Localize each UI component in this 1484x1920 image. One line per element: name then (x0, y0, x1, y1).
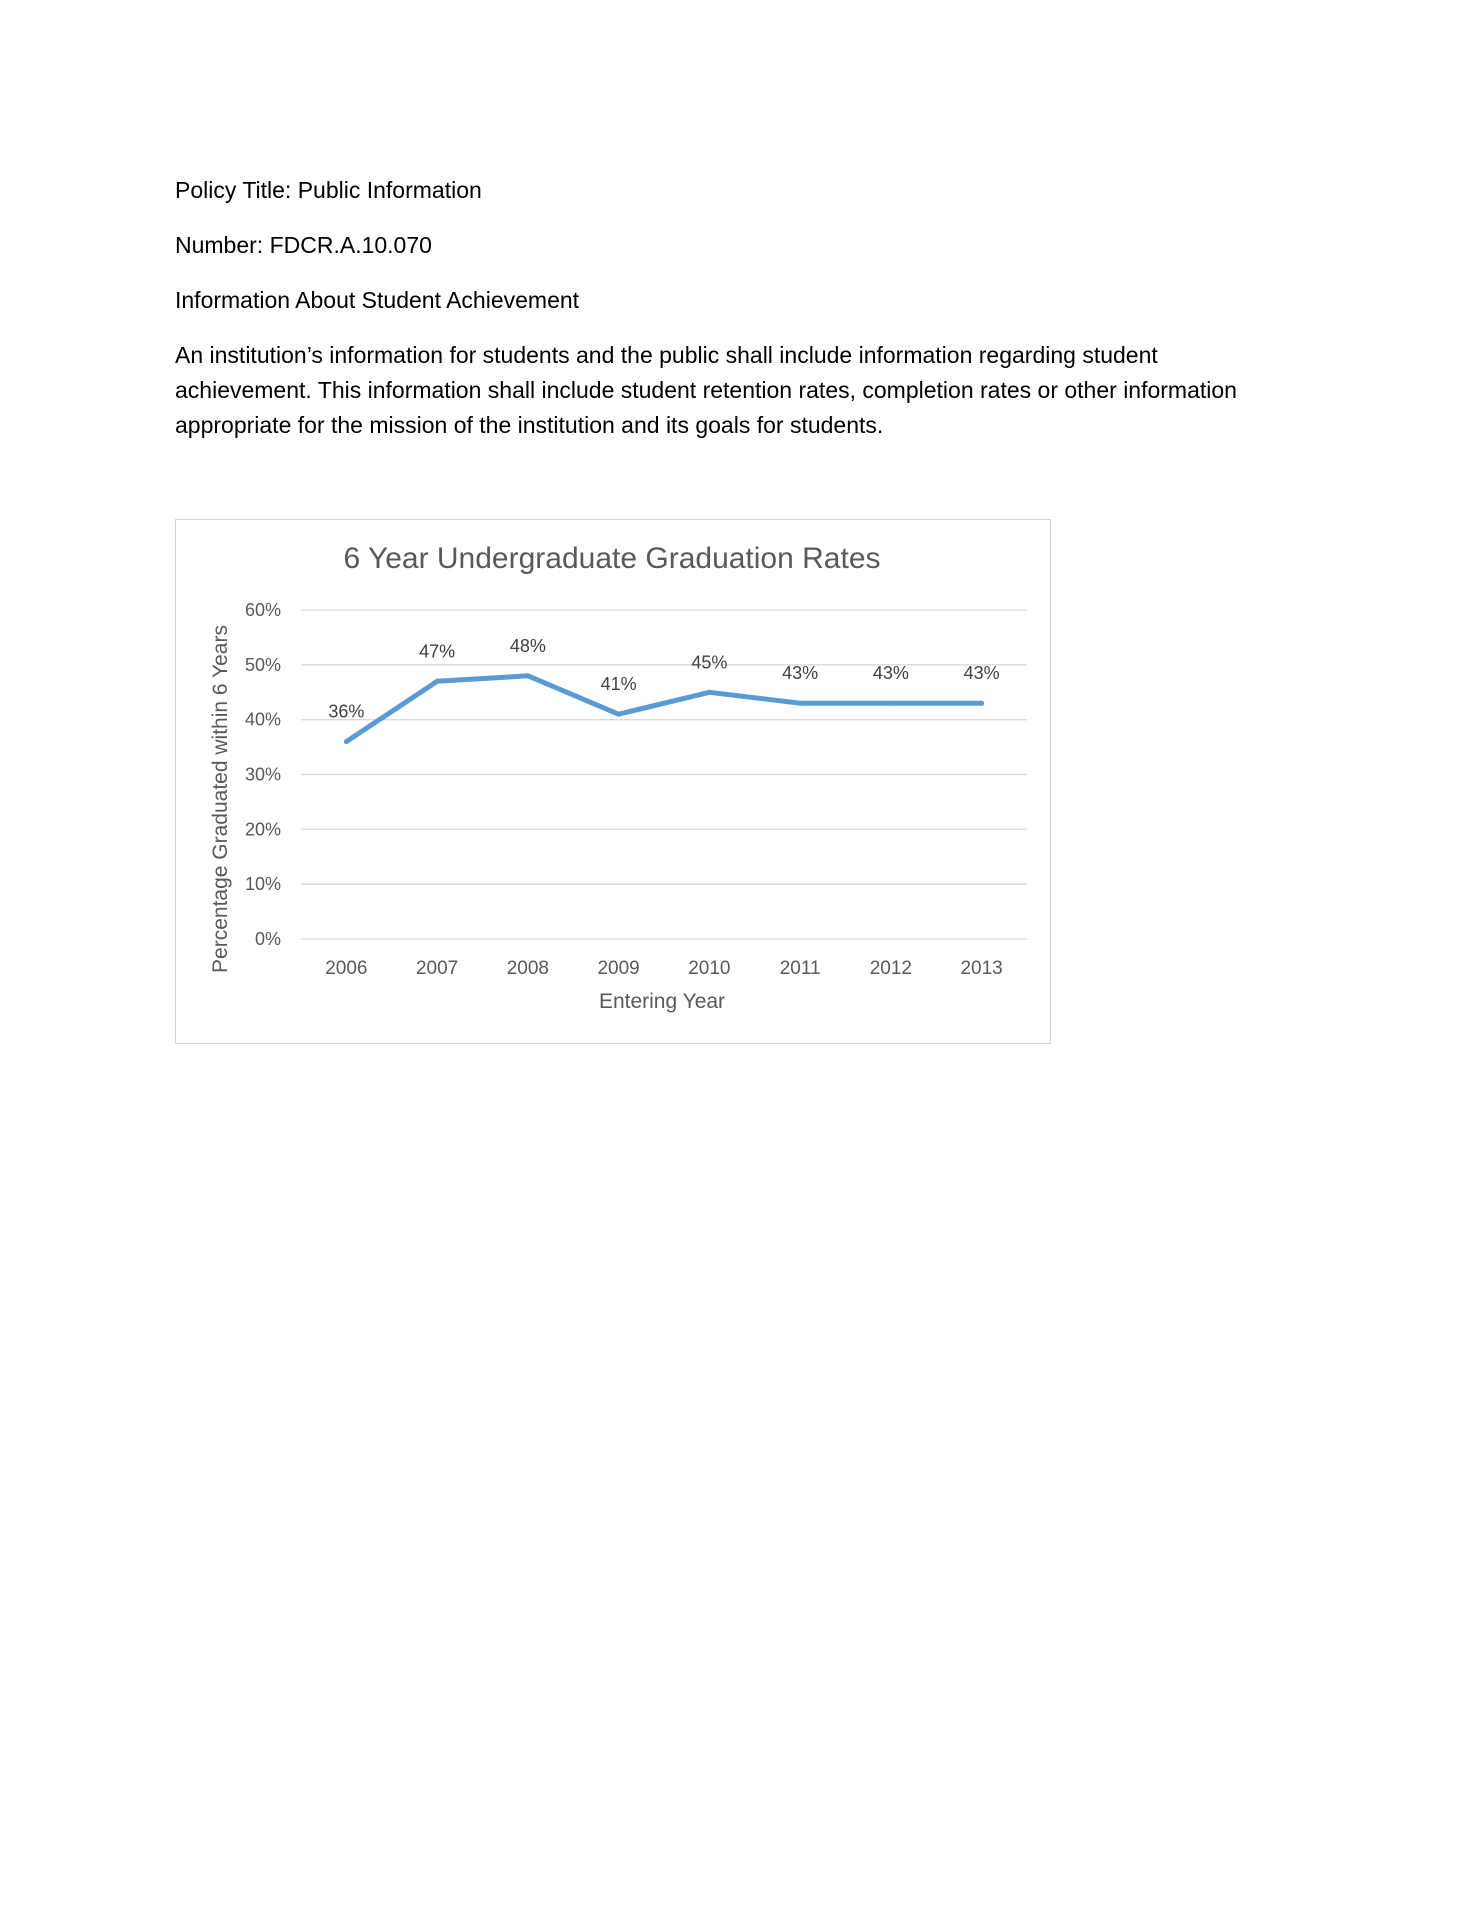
y-tick-label: 20% (244, 819, 281, 840)
data-label: 48% (509, 635, 546, 656)
data-point (798, 701, 803, 706)
y-tick-label: 30% (244, 764, 281, 785)
x-tick-label: 2007 (415, 958, 459, 979)
data-point (344, 739, 349, 744)
gridlines (301, 610, 1027, 939)
data-label: 45% (691, 652, 728, 673)
data-label: 47% (419, 641, 456, 662)
x-tick-label: 2006 (325, 958, 368, 979)
data-point (888, 701, 893, 706)
data-labels (328, 636, 999, 722)
chart-canvas (176, 520, 1050, 1043)
series-graduation-rate (344, 673, 984, 744)
section-heading: Information About Student Achievement (175, 287, 580, 313)
data-point (435, 679, 440, 684)
data-point (979, 701, 984, 706)
x-axis-ticks (325, 958, 1003, 979)
x-tick-label: 2010 (688, 958, 731, 979)
y-tick-label: 10% (244, 874, 281, 895)
data-label: 36% (328, 701, 365, 722)
data-point (525, 673, 530, 678)
x-tick-label: 2011 (779, 958, 821, 979)
data-label: 41% (600, 674, 637, 695)
body-paragraph: An institution’s information for students and the public shall include information regarding student achievement. This information shall include student retention rates, completion rates or other information appropriate for the mission of the institution and its goals for students. (175, 342, 1237, 438)
y-tick-label: 40% (244, 709, 281, 730)
data-label: 43% (782, 663, 819, 684)
x-tick-label: 2009 (597, 958, 640, 979)
data-label: 43% (963, 663, 1000, 684)
data-point (707, 690, 712, 695)
policy-number: Number: FDCR.A.10.070 (175, 232, 432, 258)
x-tick-label: 2008 (506, 958, 550, 979)
y-tick-label: 0% (254, 929, 281, 949)
data-point (616, 712, 621, 717)
y-axis-ticks (245, 600, 281, 949)
chart-title: 6 Year Undergraduate Graduation Rates (343, 542, 881, 575)
series-line (346, 676, 981, 742)
policy-title: Policy Title: Public Information (175, 177, 482, 203)
x-axis-title: Entering Year (598, 990, 726, 1013)
data-label: 43% (872, 663, 909, 684)
x-tick-label: 2012 (869, 958, 913, 979)
graduation-rate-chart (175, 519, 1051, 1044)
x-tick-label: 2013 (960, 958, 1003, 979)
y-tick-label: 60% (244, 600, 281, 620)
y-axis-title: Percentage Graduated within 6 Years (209, 625, 232, 973)
y-tick-label: 50% (244, 654, 281, 675)
